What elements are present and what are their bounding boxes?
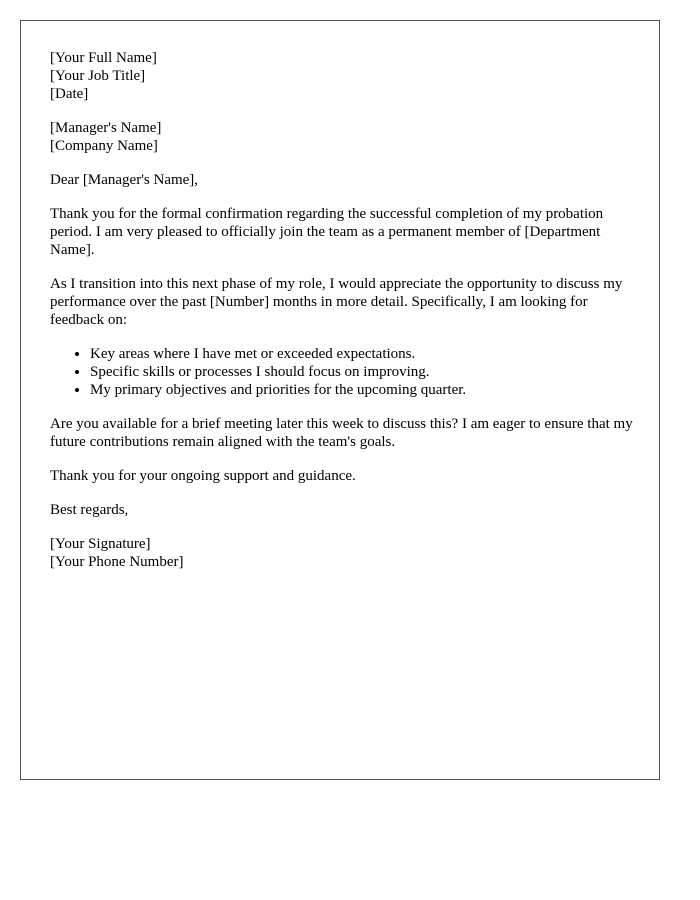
- sign-off: Best regards,: [50, 502, 129, 518]
- letter-body: [50, 49, 640, 587]
- feedback-list: [50, 345, 640, 399]
- recipient-company: [Company Name]: [50, 138, 158, 154]
- letter-page: [20, 20, 660, 780]
- paragraph-thanks: Thank you for your ongoing support and guidance.: [50, 468, 356, 484]
- signature-block: [50, 535, 640, 571]
- signature: [Your Signature]: [50, 536, 151, 552]
- list-item: • Specific skills or processes I should focus on improving.: [90, 363, 640, 381]
- paragraph-meeting-request: Are you available for a brief meeting later this week to discuss this? I am eager to ensure that my future contributions remain aligned with the team's goals.: [50, 416, 633, 450]
- sender-job-title: [Your Job Title]: [50, 68, 146, 84]
- paragraph-confirmation: Thank you for the formal confirmation regarding the successful completion of my probation period. I am very pleased to officially join the team as a permanent member of [Department Name].: [50, 206, 604, 258]
- sender-block: [50, 49, 640, 103]
- sender-name: [Your Full Name]: [50, 50, 157, 66]
- recipient-name: [Manager's Name]: [50, 120, 162, 136]
- recipient-block: [50, 119, 640, 155]
- phone-number: [Your Phone Number]: [50, 554, 184, 570]
- paragraph-feedback-request: As I transition into this next phase of my role, I would appreciate the opportunity to discuss my performance over the past [Number] months in more detail. Specifically, I am looking for feedback on:: [50, 276, 623, 328]
- letter-date: [Date]: [50, 86, 89, 102]
- salutation: Dear [Manager's Name],: [50, 172, 199, 188]
- list-item: • Key areas where I have met or exceeded expectations.: [90, 345, 640, 363]
- list-item: • My primary objectives and priorities for the upcoming quarter.: [90, 381, 640, 399]
